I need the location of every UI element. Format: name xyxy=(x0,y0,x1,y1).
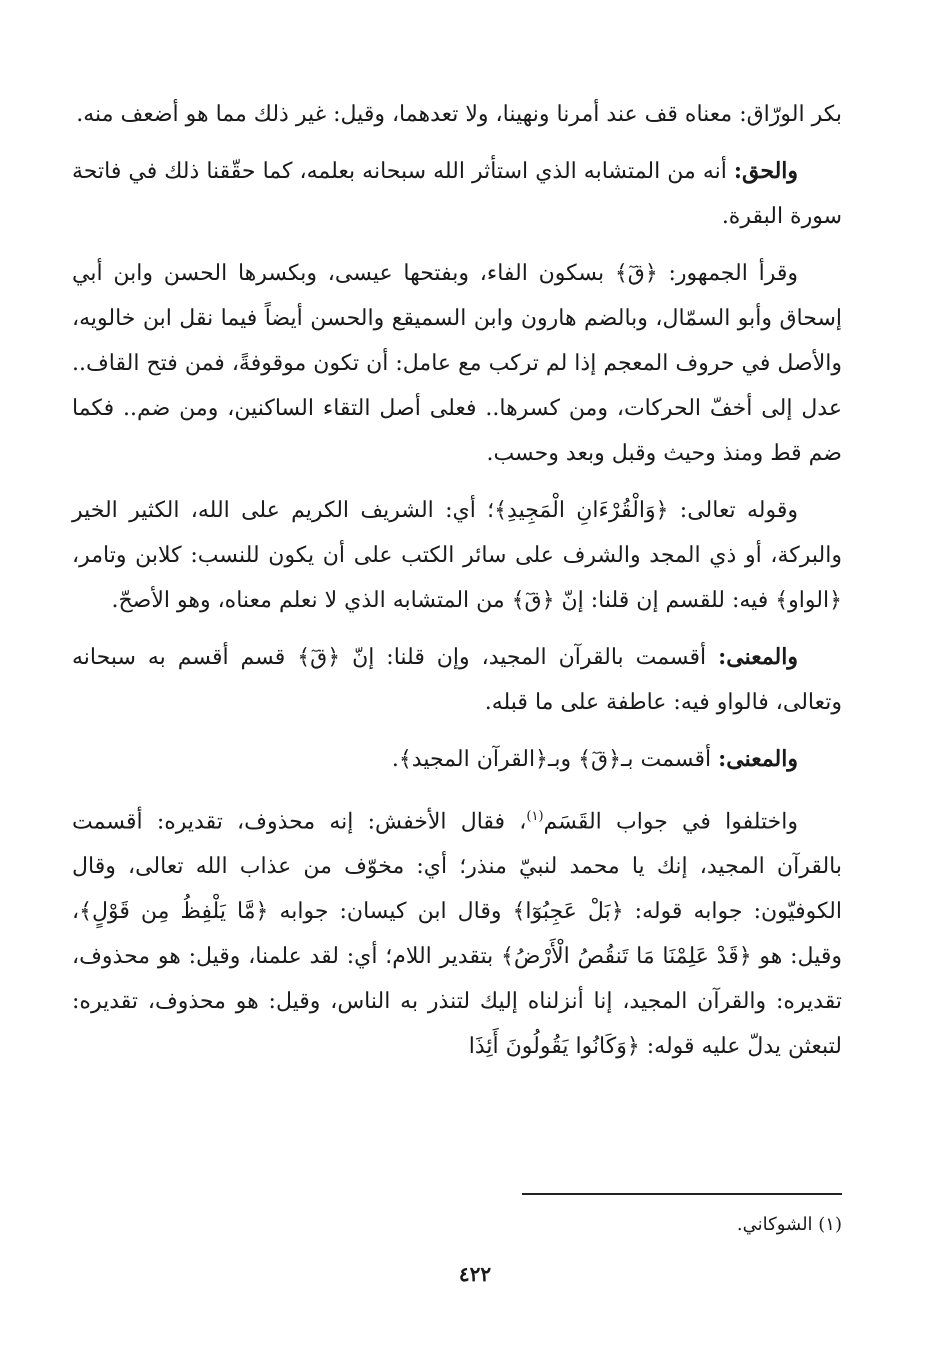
paragraph-1 xyxy=(72,92,842,137)
paragraph-5-lead: والمعنى: xyxy=(718,644,798,670)
paragraph-6 xyxy=(72,737,842,782)
paragraph-3-text: وقرأ الجمهور: ﴿قٓ﴾ بسكون الفاء، وبفتحها عيسى، وبكسرها الحسن وابن أبي إسحاق وأبو السمّال، وبالضم هارون وابن السميقع والحسن أيضاً فيما نقل ابن خالويه، والأصل في حروف المعجم إذا لم تركب مع عامل: أن تكون موقوفةً، فمن فتح القاف.. عدل إلى أخفّ الحركات، ومن كسرها.. فعلى أصل التقاء الساكنين، ومن ضم.. فكما ضم قط ومنذ وحيث وقبل وبعد وحسب. xyxy=(72,261,842,466)
paragraph-4 xyxy=(72,488,842,623)
paragraph-5-text: أقسمت بالقرآن المجيد، وإن قلنا: إنّ ﴿قٓ﴾ قسم أقسم به سبحانه وتعالى، فالواو فيه: عاطفة على ما قبله. xyxy=(72,645,842,715)
paragraph-2 xyxy=(72,149,842,239)
page-body xyxy=(72,92,842,1081)
footnote: (١) الشوكاني. xyxy=(736,1214,842,1235)
paragraph-4-text: وقوله تعالى: ﴿وَالْقُرْءَانِ الْمَجِيدِ﴾؛ أي: الشريف الكريم على الله، الكثير الخير والبركة، أو ذي المجد والشرف على سائر الكتب على أن يكون للنسب: كلابن وتامر، ﴿الواو﴾ فيه: للقسم إن قلنا: إنّ ﴿قٓ﴾ من المتشابه الذي لا نعلم معناه، وهو الأصحّ. xyxy=(72,498,842,613)
paragraph-2-lead: والحق: xyxy=(733,158,799,184)
paragraph-6-lead: والمعنى: xyxy=(718,746,798,772)
page-number: ٤٢٢ xyxy=(458,1262,492,1286)
footnote-reference[interactable]: (١) xyxy=(526,809,544,824)
paragraph-7-text: ، فقال الأخفش: إنه محذوف، تقديره: أقسمت بالقرآن المجيد، إنك يا محمد لنبيّ منذر؛ أي: مخوّف من عذاب الله تعالى، وقال الكوفيّون: جوابه قوله: ﴿بَلْ عَجِبُوٓا﴾ وقال ابن كيسان: جوابه ﴿مَّا يَلْفِظُ مِن قَوْلٍ﴾، وقيل: هو ﴿قَدْ عَلِمْنَا مَا تَنقُصُ الْأَرْضُ﴾ بتقدير اللام؛ أي: لقد علمنا، وقيل: هو محذوف، تقديره: والقرآن المجيد، إنا أنزلناه إليك لتنذر به الناس، وقيل: هو محذوف، تقديره: لتبعثن يدلّ عليه قوله: ﴿وَكَانُوا يَقُولُونَ أَئِذَا xyxy=(72,809,842,1060)
paragraph-1-text: بكر الورّاق: معناه قف عند أمرنا ونهينا، ولا تعدهما، وقيل: غير ذلك مما هو أضعف منه. xyxy=(76,102,842,127)
paragraph-7-text-start: واختلفوا في جواب القَسَم xyxy=(543,809,798,835)
paragraph-2-text: أنه من المتشابه الذي استأثر الله سبحانه بعلمه، كما حقّقنا ذلك في فاتحة سورة البقرة. xyxy=(72,159,842,229)
paragraph-6-text: أقسمت بـ﴿قٓ﴾ وبـ﴿القرآن المجيد﴾. xyxy=(391,747,719,772)
paragraph-5 xyxy=(72,635,842,725)
paragraph-3 xyxy=(72,251,842,476)
paragraph-7 xyxy=(72,794,842,1069)
footnote-divider xyxy=(522,1193,842,1195)
